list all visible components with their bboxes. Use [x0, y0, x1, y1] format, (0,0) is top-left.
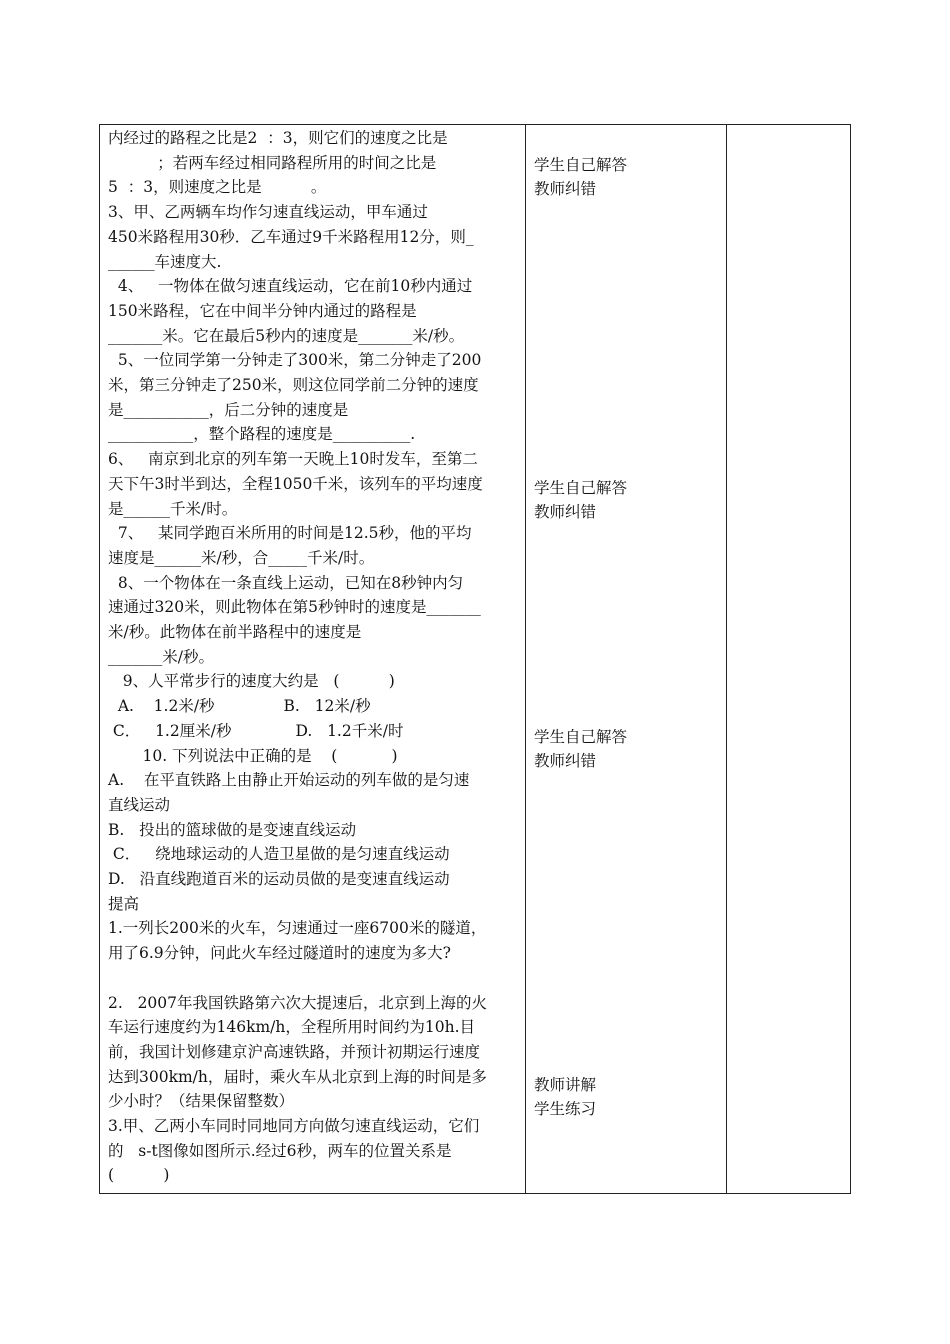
exercise-text-line: C． 1.2厘米/秒 D. 1.2千米/时 — [108, 721, 404, 740]
exercise-text-line: 提高 — [108, 894, 140, 913]
exercise-text-line: 用了6.9分钟，问此火车经过隧道时的速度为多大? — [108, 944, 451, 963]
exercise-text-line: 达到300km/h，届时，乘火车从北京到上海的时间是多 — [108, 1067, 487, 1086]
exercise-text-line: ；若两车经过相同路程所用的时间之比是 — [108, 153, 437, 172]
exercise-text-line: 1.一列长200米的火车，匀速通过一座6700米的隧道， — [108, 919, 487, 938]
exercise-text-line: 直线运动 — [108, 795, 171, 814]
exercise-text-line: 速度是______米/秒，合_____千米/时。 — [108, 548, 375, 567]
note-line: 学生练习 — [534, 1100, 597, 1118]
exercise-text-line: 是______千米/时。 — [108, 499, 238, 518]
note-line: 教师纠错 — [534, 503, 597, 521]
exercise-text-line: ______车速度大. — [108, 252, 222, 271]
note-line: 教师讲解 — [534, 1076, 597, 1094]
exercise-text-line: 的 s-t图像如图所示.经过6秒，两车的位置关系是 — [108, 1141, 452, 1160]
note-line: 学生自己解答 — [534, 479, 628, 497]
exercise-text-line: 150米路程，它在中间半分钟内通过的路程是 — [108, 301, 417, 320]
exercise-text-line: C． 绕地球运动的人造卫星做的是匀速直线运动 — [108, 845, 450, 864]
exercise-text-line: 5 ：3，则速度之比是 。 — [108, 178, 327, 197]
exercise-text-line: 3、甲、乙两辆车均作匀速直线运动，甲车通过 — [108, 203, 428, 222]
note-line: 学生自己解答 — [534, 156, 628, 174]
exercise-text-line: 米，第三分钟走了250米，则这位同学前二分钟的速度 — [108, 376, 479, 394]
exercise-text-line: 3.甲、乙两小车同时同地同方向做匀速直线运动，它们 — [108, 1117, 480, 1135]
exercise-text-line: A. 在平直铁路上由静止开始运动的列车做的是匀速 — [108, 771, 470, 790]
note-line: 学生自己解答 — [534, 728, 628, 746]
exercise-text-line: 6、 南京到北京的列车第一天晚上10时发车，至第二 — [108, 450, 478, 469]
exercise-text-line: 前，我国计划修建京沪高速铁路，并预计初期运行速度 — [108, 1042, 481, 1061]
exercise-text-line: 10. 下列说法中正确的是 ( ) — [108, 746, 398, 765]
exercise-text-line: 天下午3时半到达，全程1050千米，该列车的平均速度 — [108, 474, 483, 493]
exercise-text-line: 内经过的路程之比是2 ：3，则它们的速度之比是 — [108, 129, 448, 147]
exercise-text-line: A. 1.2米/秒 B. 12米/秒 — [108, 697, 371, 716]
exercise-text-line: B. 投出的篮球做的是变速直线运动 — [108, 820, 357, 839]
exercise-text-line: 5、一位同学第一分钟走了300米，第二分钟走了200 — [108, 351, 482, 370]
exercise-text-line: 车运行速度约为146km/h，全程所用时间约为10h.目 — [108, 1018, 476, 1037]
exercise-text-line: _______米/秒。 — [108, 647, 214, 666]
exercise-text-line: 是___________，后二分钟的速度是 — [108, 400, 349, 419]
exercise-text-line: D. 沿直线跑道百米的运动员做的是变速直线运动 — [108, 870, 450, 888]
exercise-text-line: ( ) — [108, 1166, 170, 1185]
exercise-text-line: _______米。它在最后5秒内的速度是_______米/秒。 — [108, 326, 465, 345]
note-line: 教师纠错 — [534, 752, 597, 770]
exercise-text-line: 少小时？（结果保留整数） — [108, 1092, 295, 1111]
exercise-text-line: 8、一个物体在一条直线上运动，已知在8秒钟内匀 — [108, 573, 464, 592]
exercise-text-line: 2. 2007年我国铁路第六次大提速后，北京到上海的火 — [108, 993, 488, 1012]
column-divider-2 — [726, 125, 727, 1193]
exercise-text-line: 米/秒。此物体在前半路程中的速度是 — [108, 623, 362, 641]
note-line: 教师纠错 — [534, 180, 597, 198]
exercise-text-line: 450米路程用30秒．乙车通过9千米路程用12分，则_ — [108, 227, 474, 246]
column-divider-1 — [525, 125, 526, 1193]
lesson-table — [99, 124, 851, 1194]
exercise-text-line: 9、人平常步行的速度大约是 ( ) — [108, 672, 395, 691]
exercise-text-line: 7、 某同学跑百米所用的时间是12.5秒，他的平均 — [108, 524, 472, 543]
exercise-text-line: 速通过320米，则此物体在第5秒钟时的速度是_______ — [108, 598, 481, 617]
exercise-text-line: ___________，整个路程的速度是__________. — [108, 425, 416, 444]
exercise-text-line: 4、 一物体在做匀速直线运动，它在前10秒内通过 — [108, 277, 473, 296]
